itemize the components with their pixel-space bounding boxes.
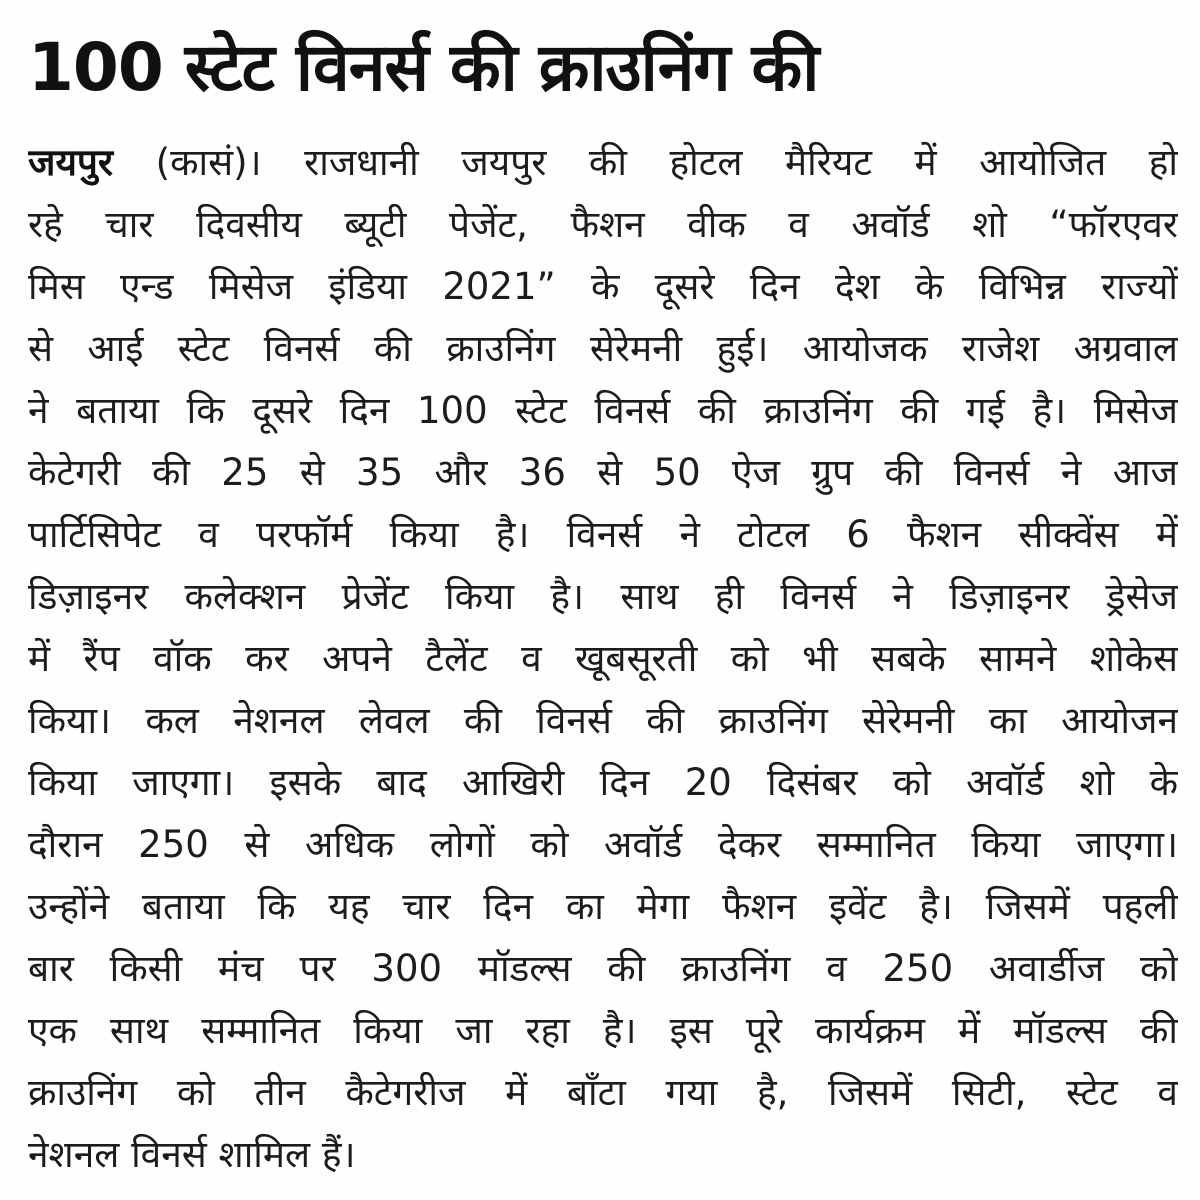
article-line-9: में रैंप वॉक कर अपने टैलेंट व खूबसूरती को भी सबके सामने शोकेस — [28, 637, 1178, 680]
article-line-1-text: (कासं)। राजधानी जयपुर की होटल मैरियट में आयोजित हो — [113, 141, 1178, 184]
article-line-8: डिज़ाइनर कलेक्शन प्रेजेंट किया है। साथ ही विनर्स ने डिज़ाइनर ड्रेसेज — [28, 575, 1178, 618]
article-line-2: रहे चार दिवसीय ब्यूटी पेजेंट, फैशन वीक व अवॉर्ड शो “फॉरएवर — [28, 203, 1178, 246]
article-line-12: दौरान 250 से अधिक लोगों को अवॉर्ड देकर सम्मानित किया जाएगा। — [28, 823, 1178, 866]
article-line-16: क्राउनिंग को तीन कैटेगरीज में बाँटा गया है, जिसमें सिटी, स्टेट व — [28, 1071, 1178, 1114]
article-line-10: किया। कल नेशनल लेवल की विनर्स की क्राउनिंग सेरेमनी का आयोजन — [28, 699, 1178, 742]
article-line-17: नेशनल विनर्स शामिल हैं। — [28, 1133, 356, 1176]
article-line-7: पार्टिसिपेट व परफॉर्म किया है। विनर्स ने टोटल 6 फैशन सीक्वेंस में — [28, 513, 1178, 556]
dateline: जयपुर — [28, 141, 114, 184]
article-line-1 — [28, 132, 1178, 194]
article-line-6: केटेगरी की 25 से 35 और 36 से 50 ऐज ग्रुप की विनर्स ने आज — [28, 451, 1178, 494]
headline: 100 स्टेट विनर्स की क्राउनिंग की — [28, 29, 819, 106]
article-line-5: ने बताया कि दूसरे दिन 100 स्टेट विनर्स की क्राउनिंग की गई है। मिसेज — [28, 389, 1178, 432]
article-line-13: उन्होंने बताया कि यह चार दिन का मेगा फैशन इवेंट है। जिसमें पहली — [28, 885, 1178, 928]
article-line-3: मिस एन्ड मिसेज इंडिया 2021” के दूसरे दिन देश के विभिन्न राज्यों — [28, 265, 1178, 308]
article-body — [28, 132, 1178, 1186]
article-line-15: एक साथ सम्मानित किया जा रहा है। इस पूरे कार्यक्रम में मॉडल्स की — [28, 1009, 1178, 1052]
article-line-14: बार किसी मंच पर 300 मॉडल्स की क्राउनिंग व 250 अवार्डीज को — [28, 947, 1178, 990]
article-line-11: किया जाएगा। इसके बाद आखिरी दिन 20 दिसंबर को अवॉर्ड शो के — [28, 761, 1178, 804]
article-line-4: से आई स्टेट विनर्स की क्राउनिंग सेरेमनी हुई। आयोजक राजेश अग्रवाल — [28, 327, 1178, 370]
